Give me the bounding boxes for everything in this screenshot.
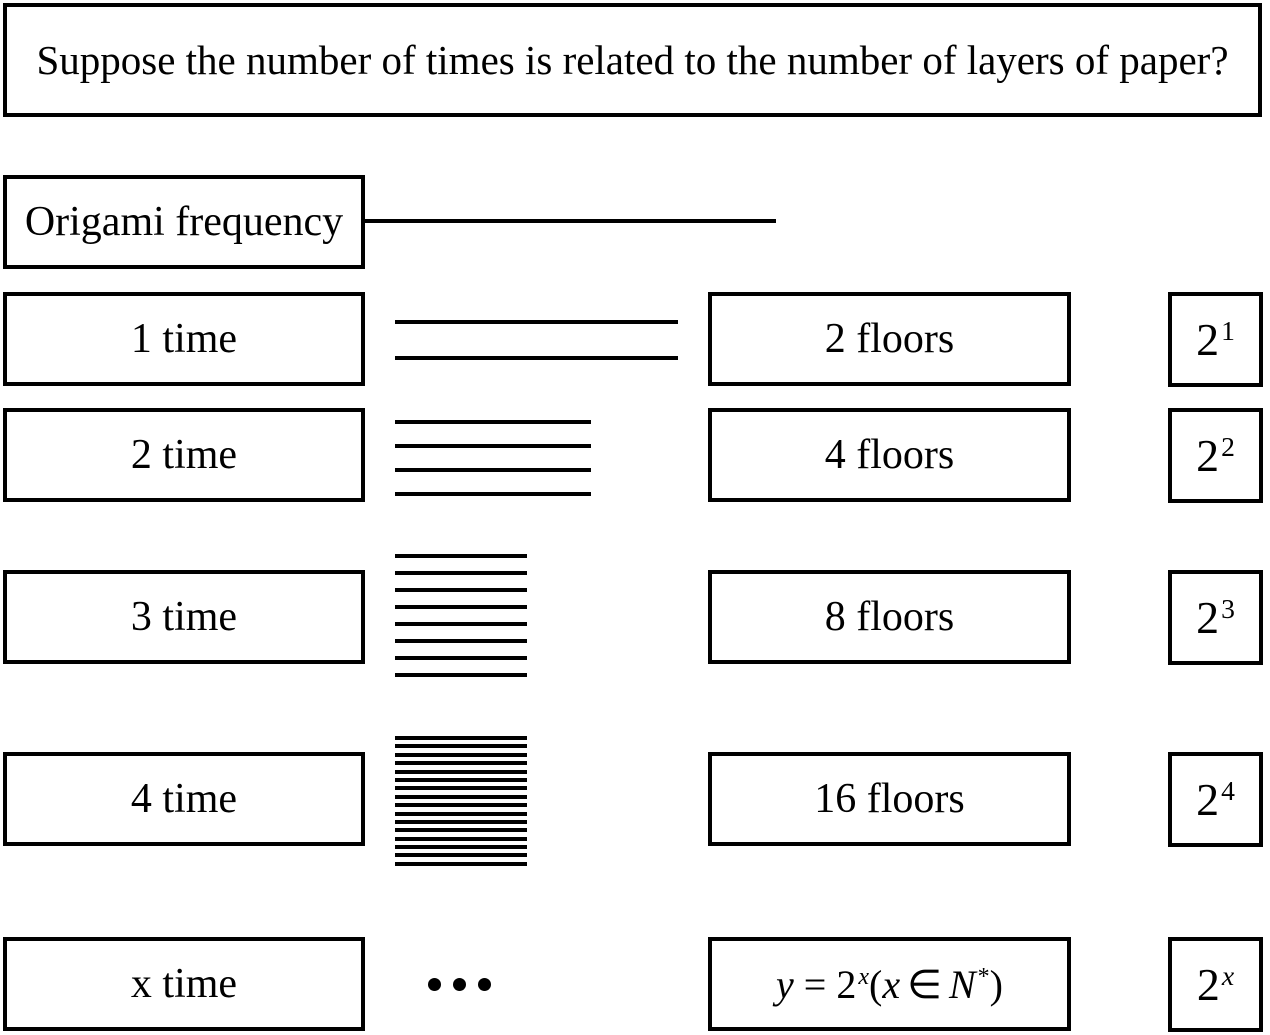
paper-layers-stack-3 (395, 554, 527, 677)
floors-label-4: 16 floors (814, 776, 965, 822)
paper-layer-line (395, 356, 678, 360)
time-box-2 (3, 408, 365, 502)
power-box-1 (1168, 292, 1263, 387)
paper-layer-line (395, 761, 527, 765)
paper-layer-line (395, 795, 527, 799)
floors-label-1: 2 floors (824, 316, 955, 362)
paper-layers-stack-4 (395, 736, 527, 866)
paper-layer-line (395, 778, 527, 782)
paper-layer-line (395, 853, 527, 857)
paper-layer-line (395, 588, 527, 592)
paper-layers-stack-2 (395, 420, 591, 496)
ellipsis-dot (428, 978, 441, 991)
paper-layer-line (395, 656, 527, 660)
paper-layer-line (395, 554, 527, 558)
ellipsis-dots (428, 978, 491, 991)
floors-box-3 (708, 570, 1071, 664)
paper-layer-line (395, 420, 591, 424)
power-notation-1: $2^1$ (1196, 314, 1235, 365)
floors-box-4 (708, 752, 1071, 846)
power-box-3 (1168, 570, 1263, 665)
power-notation-4: $2^4$ (1196, 774, 1235, 825)
paper-layer-line (395, 571, 527, 575)
paper-layer-line (395, 605, 527, 609)
paper-layer-line (395, 468, 591, 472)
paper-layer-line (395, 862, 527, 866)
floors-label-3: 8 floors (824, 594, 955, 640)
power-box-x (1168, 937, 1263, 1032)
floors-label-2: 4 floors (824, 432, 955, 478)
paper-layer-line (395, 622, 527, 626)
paper-layer-line (395, 786, 527, 790)
paper-layer-line (395, 812, 527, 816)
paper-layer-line (395, 837, 527, 841)
paper-layer-line (395, 770, 527, 774)
origami-frequency-label: Origami frequency (24, 199, 344, 245)
paper-layer-line (395, 639, 527, 643)
power-box-2 (1168, 408, 1263, 503)
paper-layer-line (395, 753, 527, 757)
title-text: Suppose the number of times is related to the number of layers of paper? (36, 37, 1229, 83)
paper-layer-line (395, 820, 527, 824)
ellipsis-dot (453, 978, 466, 991)
time-label-3: 3 time (130, 594, 238, 640)
time-box-4 (3, 752, 365, 846)
paper-layer-line (395, 673, 527, 677)
time-box-1 (3, 292, 365, 386)
time-label-4: 4 time (130, 776, 238, 822)
paper-layer-line (395, 320, 678, 324)
time-box-x (3, 937, 365, 1031)
power-notation-3: $2^3$ (1196, 592, 1235, 643)
paper-layer-line (395, 845, 527, 849)
paper-layer-line (395, 492, 591, 496)
ellipsis-dot (478, 978, 491, 991)
title-box (3, 3, 1262, 117)
paper-layer-line (395, 744, 527, 748)
time-label-1: 1 time (130, 316, 238, 362)
time-label-2: 2 time (130, 432, 238, 478)
connector-line (363, 219, 776, 223)
paper-layer-line (395, 803, 527, 807)
power-notation-x: 2$^x$ (1196, 959, 1235, 1010)
formula-text: $y = 2^x(x$ ∈ N*) (776, 961, 1003, 1007)
paper-layers-stack-1 (395, 320, 678, 360)
power-notation-2: $2^2$ (1196, 430, 1235, 481)
paper-layer-line (395, 444, 591, 448)
power-box-4 (1168, 752, 1263, 847)
origami-frequency-box (3, 175, 365, 269)
floors-box-2 (708, 408, 1071, 502)
time-box-3 (3, 570, 365, 664)
floors-box-1 (708, 292, 1071, 386)
paper-layer-line (395, 736, 527, 740)
paper-layer-line (395, 828, 527, 832)
formula-box (708, 937, 1071, 1031)
time-label-x: x time (130, 961, 238, 1007)
